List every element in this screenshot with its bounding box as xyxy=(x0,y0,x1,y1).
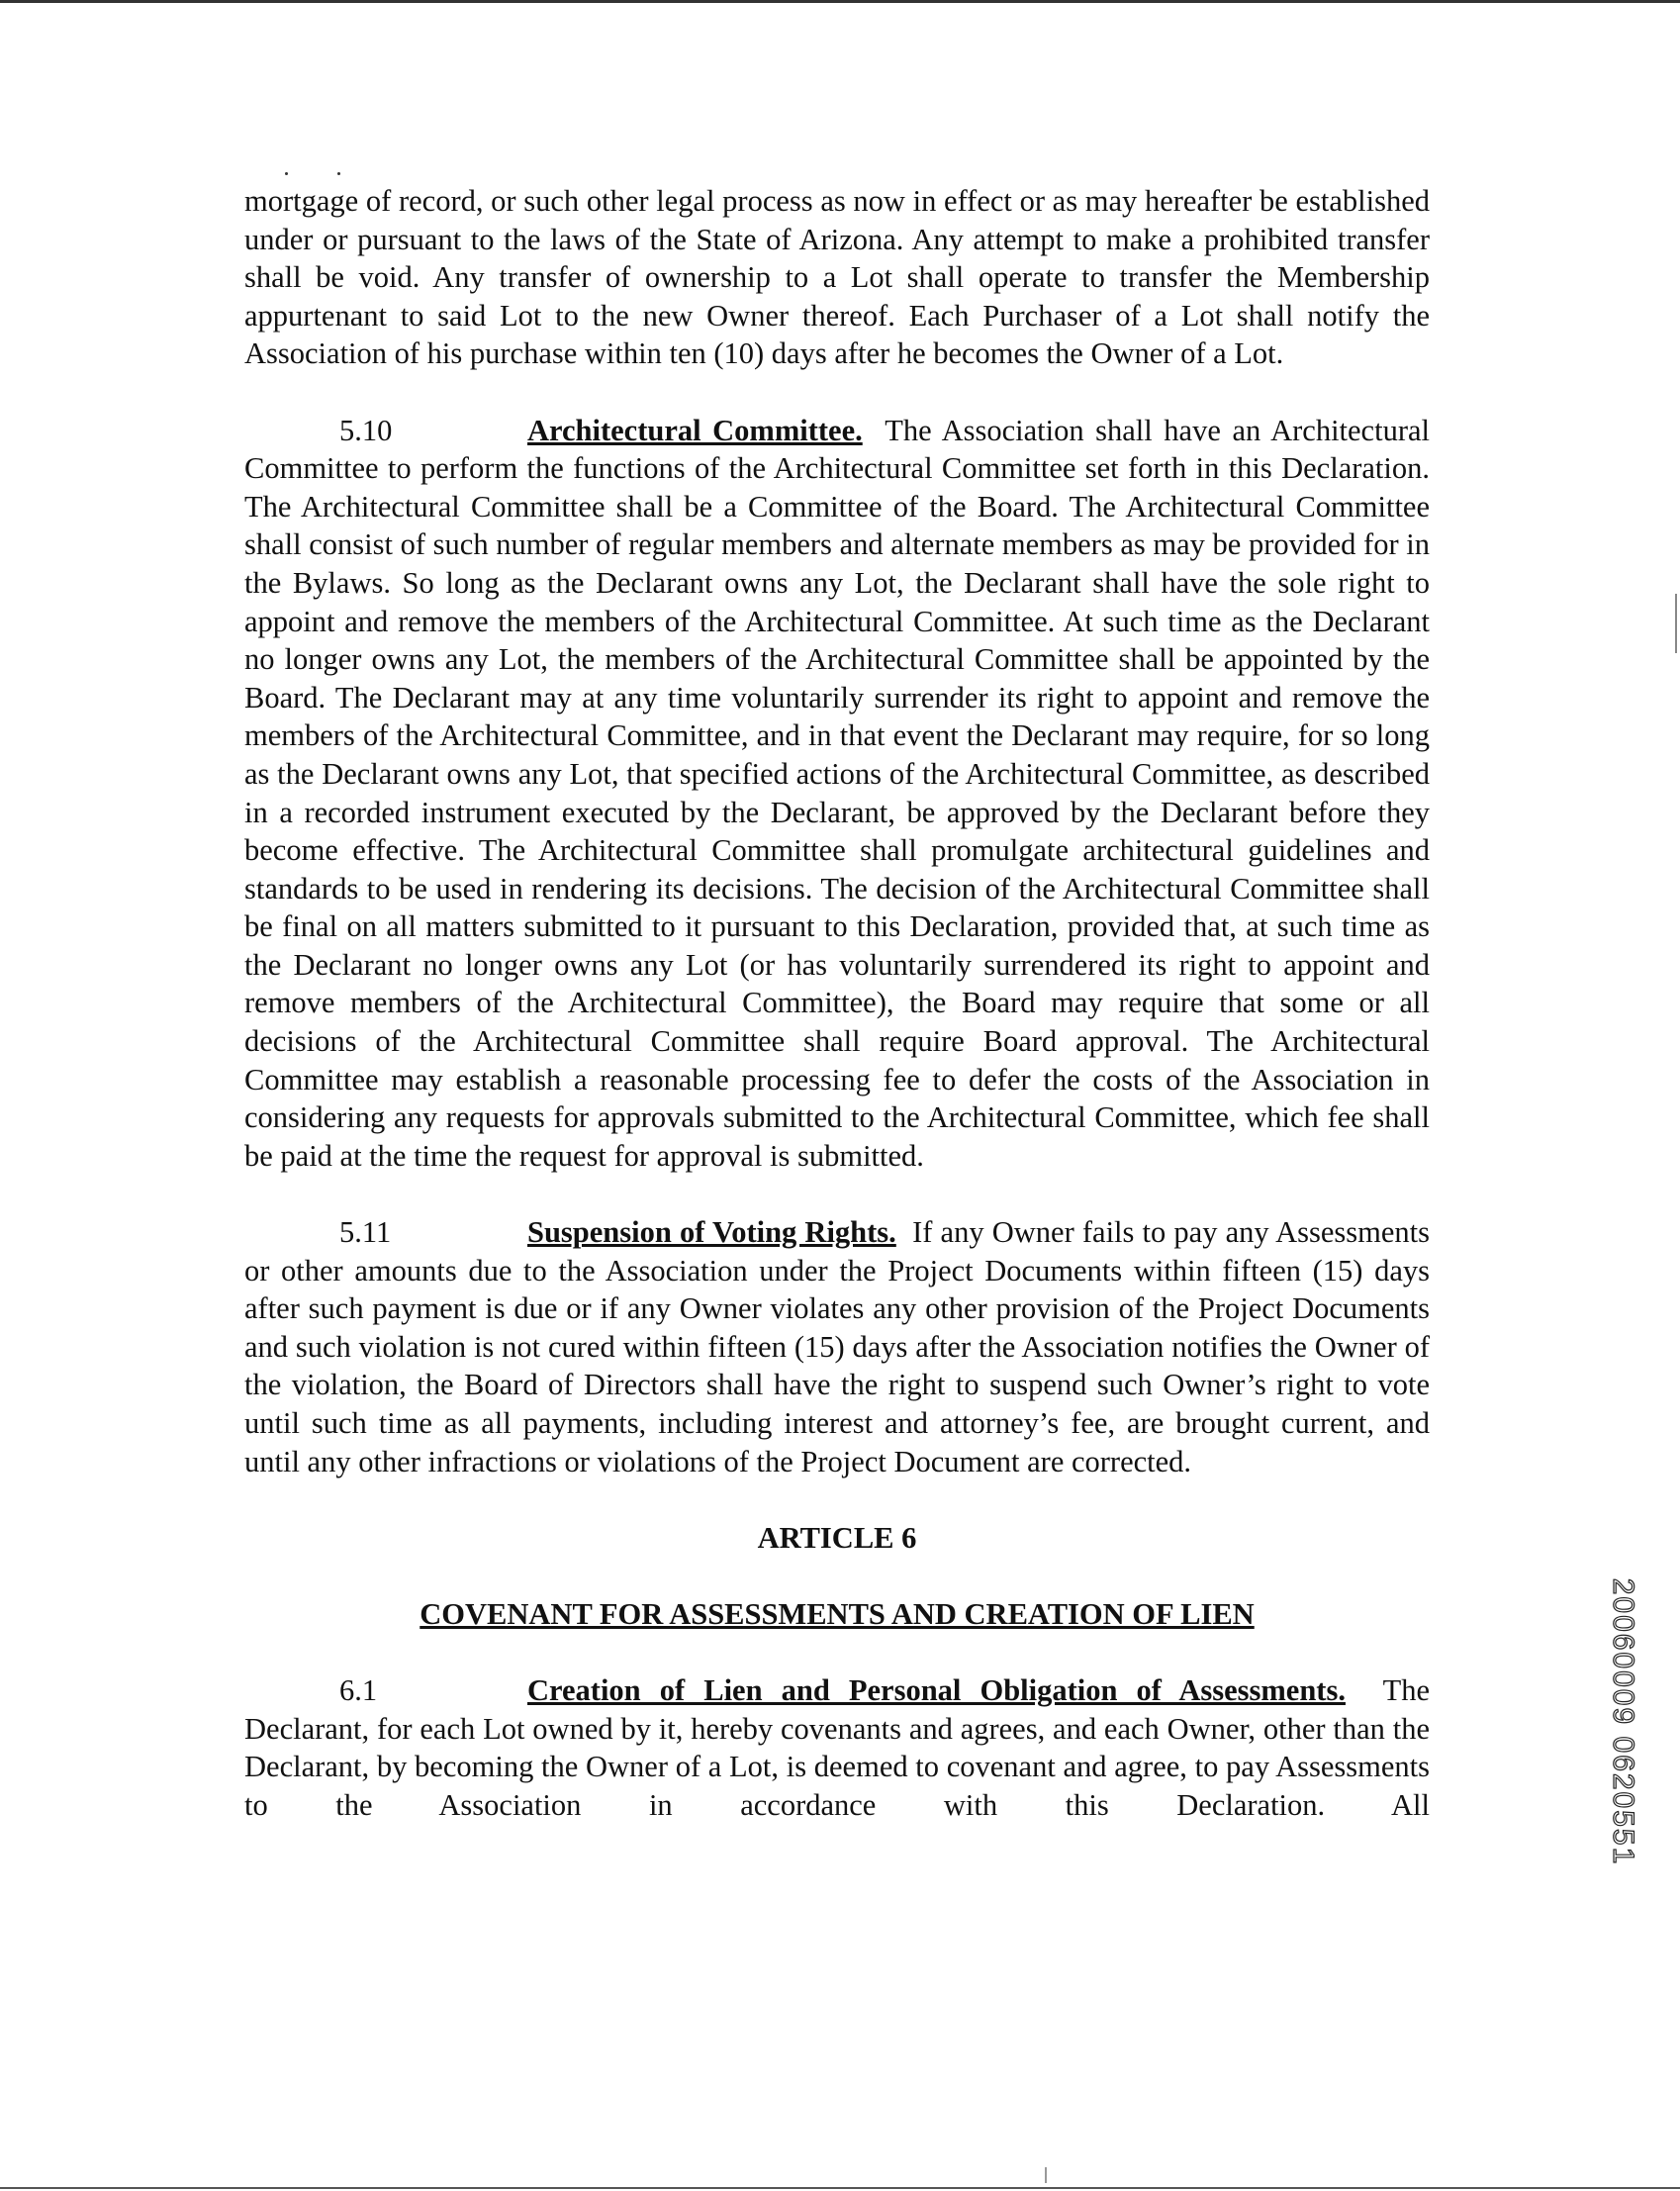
section-number: 6.1 xyxy=(339,1673,378,1708)
section-6-1 xyxy=(244,1671,1430,1824)
section-5-10 xyxy=(244,412,1430,1176)
intro-paragraph: mortgage of record, or such other legal process as now in effect or as may hereafter be established under or pursuant to the laws of the State of Arizona. Any attempt to make a prohibited transfer shall be void. Any transfer of ownership to a Lot shall operate to transfer the Membership appurtenant to said Lot to the new Owner thereof. Each Purchaser of a Lot shall notify the Association of his purchase within ten (10) days after he becomes the Owner of a Lot. xyxy=(244,184,1430,371)
section-5-11 xyxy=(244,1213,1430,1480)
bates-stamp xyxy=(1598,1577,1647,1866)
scan-speck xyxy=(337,172,340,175)
section-number: 5.11 xyxy=(339,1215,392,1250)
scan-speck xyxy=(285,172,288,175)
article-heading: ARTICLE 6 xyxy=(757,1520,917,1555)
section-number: 5.10 xyxy=(339,413,393,447)
section-body: The Association shall have an Architectural Committee to perform the functions of the Architectural Committee set forth in this Declaration. The Architectural Committee shall be a Committee of the Board. The Architectural Committee shall consist of such number of regular members and alternate members as may be provided for in the Bylaws. So long as the Declarant owns any Lot, the Declarant shall have the sole right to appoint and remove the members of the Architectural Committee. At such time as the Declarant no longer owns any Lot, the members of the Architectural Committee shall be appointed by the Board. The Declarant may at any time voluntarily surrender its right to appoint and remove the members of the Architectural Committee, and in that event the Declarant may require, for so long as the Declarant owns any Lot, that specified actions of the Architectural Committee, as described in a recorded instrument executed by the Declarant, be approved by the Declarant before they become effective. The Architectural Committee shall promulgate architectural guidelines and standards to be used in rendering its decisions. The decision of the Architectural Committee shall be final on all matters submitted to it pursuant to this Declaration, provided that, at such time as the Declarant no longer owns any Lot (or has voluntarily surrendered its right to appoint and remove members of the Architectural Committee), the Board may require that some or all decisions of the Architectural Committee shall require Board approval. The Architectural Committee may establish a reasonable processing fee to defer the costs of the Association in considering any requests for approvals submitted to the Architectural Committee, which fee shall be paid at the time the request for approval is submitted. xyxy=(244,413,1430,1173)
spacer xyxy=(244,1480,1430,1519)
spacer xyxy=(244,1557,1430,1595)
section-title: Creation of Lien and Personal Obligation of Assessments. xyxy=(527,1673,1346,1708)
section-title: Suspension of Voting Rights. xyxy=(527,1215,896,1250)
scan-bottom-border xyxy=(0,2187,1680,2189)
bates-number: 20060009 0620551 xyxy=(1607,1577,1639,1866)
section-title: Architectural Committee. xyxy=(527,413,863,447)
spacer xyxy=(244,1634,1430,1672)
scan-bottom-mark xyxy=(1045,2167,1047,2183)
article-title: COVENANT FOR ASSESSMENTS AND CREATION OF LIEN xyxy=(420,1596,1255,1631)
spacer xyxy=(244,1175,1430,1213)
spacer xyxy=(244,373,1430,412)
scan-top-border xyxy=(0,0,1680,3)
document-body xyxy=(244,182,1430,1825)
section-body: If any Owner fails to pay any Assessments or other amounts due to the Association under the Project Documents within fifteen (15) days after such payment is due or if any Owner violates any other provision of the Project Documents and such violation is not cured within fifteen (15) days after the Association notifies the Owner of the violation, the Board of Directors shall have the right to suspend such Owner’s right to vote until such time as all payments, including interest and attorney’s fee, are brought current, and until any other infractions or violations of the Project Document are corrected. xyxy=(244,1215,1430,1478)
section-body: The Declarant, for each Lot owned by it, hereby covenants and agrees, and each Owner, other than the Declarant, by becoming the Owner of a Lot, is deemed to covenant and agree, to pay Assessments to the Association in accordance with this Declaration. All xyxy=(244,1673,1430,1822)
scan-edge-mark xyxy=(1675,594,1677,653)
